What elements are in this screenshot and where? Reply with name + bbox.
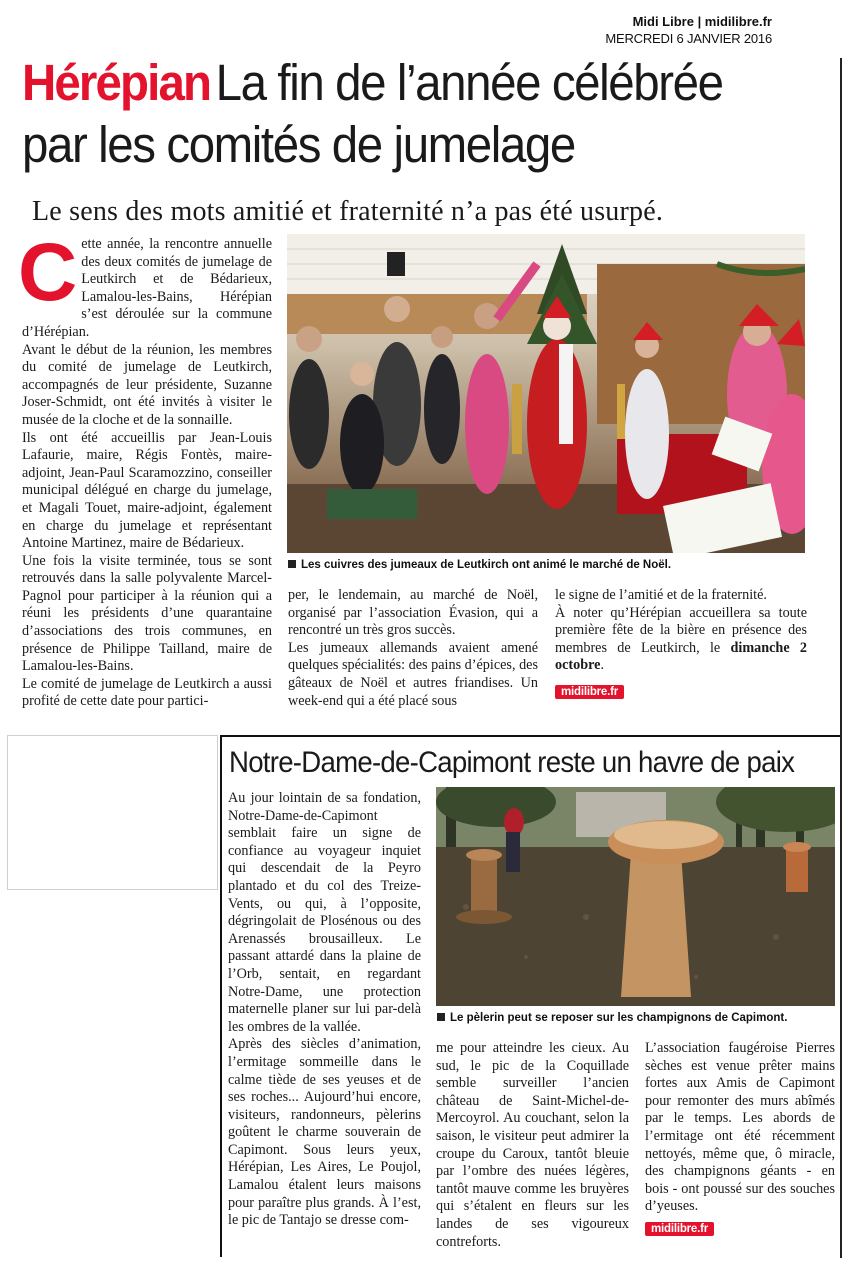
midilibre-badge[interactable]: midilibre.fr (555, 685, 624, 699)
paragraph: le signe de l’amitié et de la fraternité. (555, 587, 767, 603)
article2-column-1 (228, 790, 421, 1230)
article2-headline: Notre-Dame-de-Capimont reste un havre de paix (229, 746, 795, 779)
page-rule (840, 58, 842, 1258)
dropcap: C (18, 227, 78, 318)
paragraph: ette année, la rencontre annuelle des deux comités de jumelage de Leutkirch et de Bédarieux, Lamalou-les-Bains, Hérépian s’est déroulée sur la commune d’Hérépian. (22, 236, 272, 340)
midilibre-badge[interactable]: midilibre.fr (645, 1222, 714, 1236)
headline-title: La fin de l’année célébrée par les comités de jumelage (22, 54, 723, 173)
publication-name: Midi Libre | midilibre.fr (632, 14, 772, 29)
photo-illustration (436, 787, 835, 1006)
article1-column-2 (288, 587, 538, 710)
column-rule (220, 735, 222, 1257)
paragraph: À noter qu’Hérépian accueillera sa toute première fête de la bière en présence des membres de Leutkirch, le dimanche 2 octobre. (555, 604, 808, 674)
christmas-market-photo (287, 234, 805, 553)
article1-column-1 (18, 227, 272, 711)
headline-kicker: Hérépian (22, 54, 211, 111)
paragraph: Au jour lointain de sa fondation, Notre-Dame-de-Capimont semblait faire un signe de confiance au voyageur inquiet qui descendait de la Peyro plantado et du col des Treize-Vents, ou qui, à l’opposite, dégringolait de Plosénous ou des Arenassés brousailleux. Le passant attardé dans la plaine de l’Orb, sentait, en regardant Notre-Dame, une protection maternelle planer sur lui par-delà les ombres de la vallée. (228, 790, 421, 1035)
article-headline (22, 52, 766, 176)
photo-caption: Les cuivres des jumeaux de Leutkirch ont animé le marché de Noël. (288, 559, 808, 571)
article1-column-3 (555, 587, 807, 702)
photo-caption: Le pèlerin peut se reposer sur les champignons de Capimont. (437, 1012, 837, 1024)
publication-date: MERCREDI 6 JANVIER 2016 (605, 31, 772, 46)
article2-column-2 (436, 1040, 629, 1251)
paragraph: L’association faugéroise Pierres sèches est venue prêter mains fortes aux Amis de Capimont pour remonter des murs abîmés par le temps. Les abords de l’ermitage ont été récemment nettoyés, même que, ô miracle, des champignons géants - en bois - ont poussé sur des souches d’yeuses. (645, 1040, 835, 1215)
caption-bullet-icon (288, 560, 296, 568)
paragraph: me pour atteindre les cieux. Au sud, le pic de la Coquillade semble surveiller l’ancien château de Saint-Michel-de-Mercoyrol. Au couchant, selon la saison, le visiteur peut admirer la croupe du Caroux, tantôt bleuie par l’ombre des nuées légères, tantôt mauve comme les bruyères qui s’étalent en fleurs sur les landes de ses vigoureux contreforts. (436, 1040, 629, 1250)
article-subtitle: Le sens des mots amitié et fraternité n’a pas été usurpé. (32, 196, 664, 227)
paragraph: Les jumeaux allemands avaient amené quelques spécialités: des pains d’épices, des gâteaux de Noël et autres friandises. Un week-end qui a été placé sous (288, 639, 538, 709)
paragraph: Après des siècles d’animation, l’ermitage sommeille dans le calme tiède de ses yeuses et de ses roches... Aujourd’hui encore, visiteurs, randonneurs, pèlerins goûtent le charme souverain de Capimont. Sous leurs yeux, Hérépian, Les Aires, Le Poujol, Lamalou étalent leurs maisons pour paraître plus grands. À l’est, le pic de Tantajo se dresse com- (228, 1036, 421, 1229)
photo-illustration (287, 234, 805, 553)
caption-bullet-icon (437, 1013, 445, 1021)
paragraph: Une fois la visite terminée, tous se sont retrouvés dans la salle polyvalente Marcel-Pagnol pour participer à la réunion qui a réuni les présidents d’une quarantaine d’associations des trois communes, en présence de Philippe Tailland, maire de Lamalou-les-Bains. (22, 552, 272, 675)
paragraph: Le comité de jumelage de Leutkirch a aussi profité de cette date pour partici- (22, 675, 272, 710)
blank-placeholder-box (7, 735, 218, 890)
paragraph: Ils ont été accueillis par Jean-Louis Lafaurie, maire, Régis Fontès, maire-adjoint, Jean-Paul Scaramozzino, conseiller municipal délégué en charge du jumelage, et Magali Touet, maire-adjoint, également en charge du jumelage et représentant Antoine Martinez, maire de Bédarieux. (22, 429, 272, 552)
capimont-mushroom-photo (436, 787, 835, 1006)
article2-column-3 (645, 1040, 835, 1239)
section-divider (220, 735, 840, 737)
paragraph: per, le lendemain, au marché de Noël, organisé par l’association Évasion, qui a rencontré un très gros succès. (288, 587, 538, 639)
paragraph: Avant le début de la réunion, les membres du comité de jumelage de Leutkirch, accompagnés de leur présidente, Suzanne Joser-Schmidt, ont été invités à visiter le musée de la cloche et de la sonnaille. (22, 341, 272, 428)
